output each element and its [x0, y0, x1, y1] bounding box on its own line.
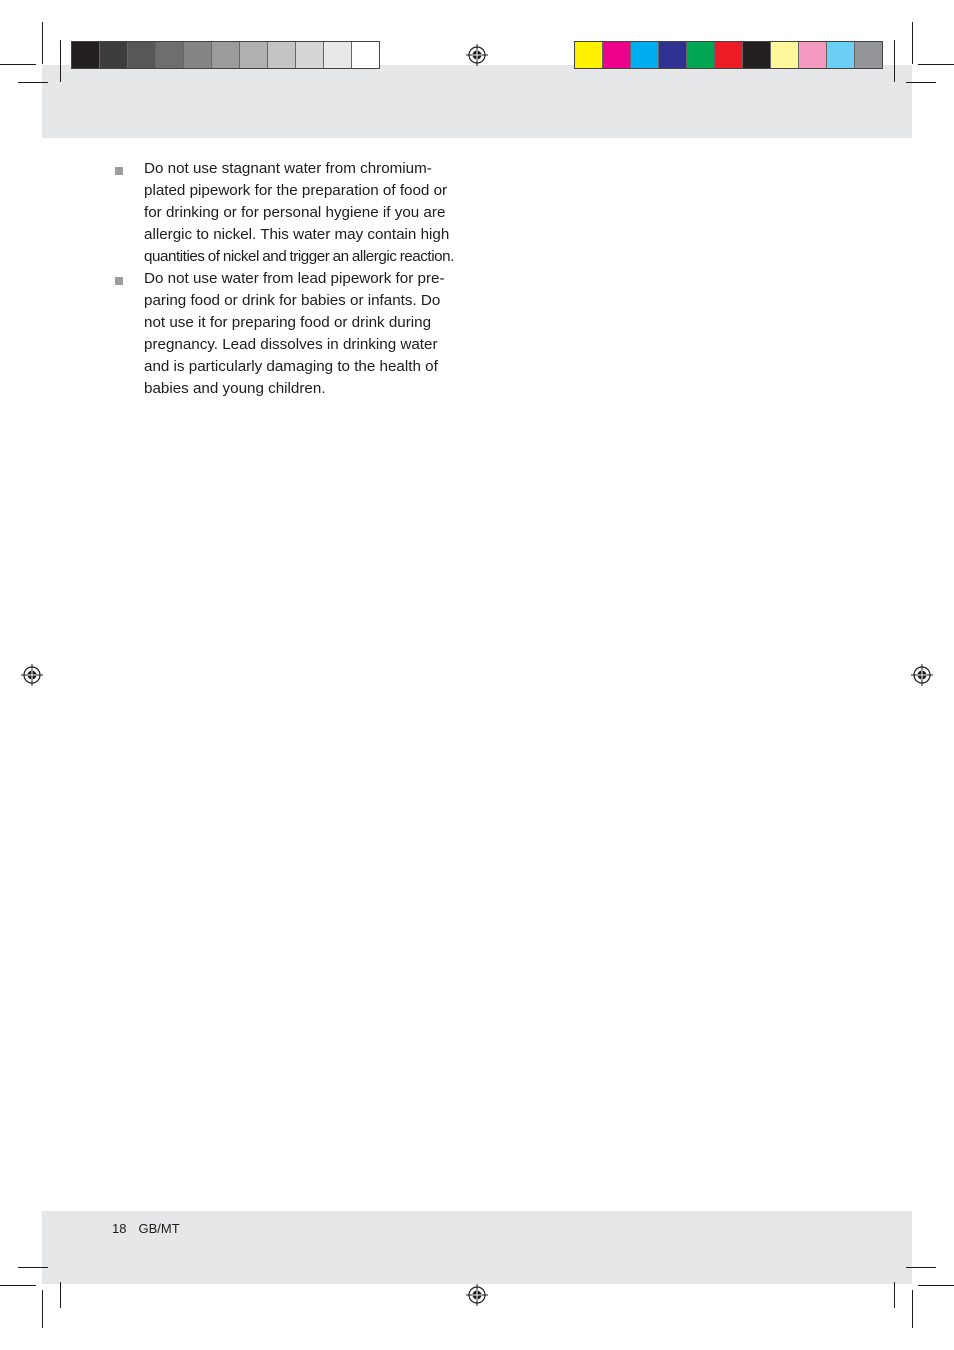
crop-mark: [918, 64, 954, 65]
color-swatch: [715, 42, 743, 68]
color-swatch: [659, 42, 687, 68]
crop-mark: [918, 1285, 954, 1286]
text-line: plated pipework for the preparation of food or: [144, 182, 448, 199]
crop-mark: [894, 40, 895, 82]
color-swatch: [72, 42, 100, 68]
color-swatch: [603, 42, 631, 68]
text-line: for drinking or for personal hygiene if you are: [144, 204, 446, 221]
crop-mark: [42, 22, 43, 64]
text-line: paring food or drink for babies or infants. Do: [144, 292, 441, 309]
bullet-item-lead: [112, 268, 472, 400]
text-line: quantities of nickel and trigger an allergic reaction.: [144, 248, 454, 265]
color-calibration-strip: [574, 41, 883, 69]
text-line: Do not use water from lead pipework for pre-: [144, 270, 445, 287]
color-swatch: [268, 42, 296, 68]
page-footer: [112, 1220, 180, 1238]
crop-mark: [60, 40, 61, 82]
color-swatch: [296, 42, 324, 68]
crop-mark: [894, 1282, 895, 1308]
header-band: [42, 65, 912, 138]
text-line: and is particularly damaging to the health of: [144, 358, 438, 375]
color-swatch: [324, 42, 352, 68]
color-swatch: [128, 42, 156, 68]
bullet-item-nickel: [112, 158, 472, 268]
color-swatch: [771, 42, 799, 68]
crop-mark: [912, 1290, 913, 1328]
color-swatch: [631, 42, 659, 68]
safety-notes: [112, 158, 472, 400]
text-line: babies and young children.: [144, 380, 326, 397]
text-line: not use it for preparing food or drink during: [144, 314, 432, 331]
text-line: pregnancy. Lead dissolves in drinking water: [144, 336, 438, 353]
crop-mark: [912, 22, 913, 64]
text-line: Do not use stagnant water from chromium-: [144, 160, 432, 177]
color-swatch: [212, 42, 240, 68]
color-swatch: [352, 42, 379, 68]
color-swatch: [799, 42, 827, 68]
square-bullet-icon: [115, 167, 123, 175]
crop-mark: [60, 1282, 61, 1308]
language-code: GB/MT: [138, 1221, 180, 1236]
registration-mark-icon: [466, 44, 488, 66]
color-swatch: [100, 42, 128, 68]
color-swatch: [687, 42, 715, 68]
text-line: allergic to nickel. This water may contain high: [144, 226, 450, 243]
crop-mark: [18, 1267, 48, 1268]
color-swatch: [156, 42, 184, 68]
crop-mark: [906, 1267, 936, 1268]
color-swatch: [184, 42, 212, 68]
registration-mark-icon: [466, 1284, 488, 1306]
color-swatch: [827, 42, 855, 68]
registration-mark-icon: [21, 664, 43, 686]
grayscale-calibration-strip: [71, 41, 380, 69]
color-swatch: [575, 42, 603, 68]
crop-mark: [0, 64, 36, 65]
registration-mark-icon: [911, 664, 933, 686]
color-swatch: [240, 42, 268, 68]
crop-mark: [42, 1290, 43, 1328]
crop-mark: [0, 1285, 36, 1286]
crop-mark: [906, 82, 936, 83]
square-bullet-icon: [115, 277, 123, 285]
color-swatch: [743, 42, 771, 68]
crop-mark: [18, 82, 48, 83]
page-number: 18: [112, 1221, 127, 1236]
color-swatch: [855, 42, 882, 68]
